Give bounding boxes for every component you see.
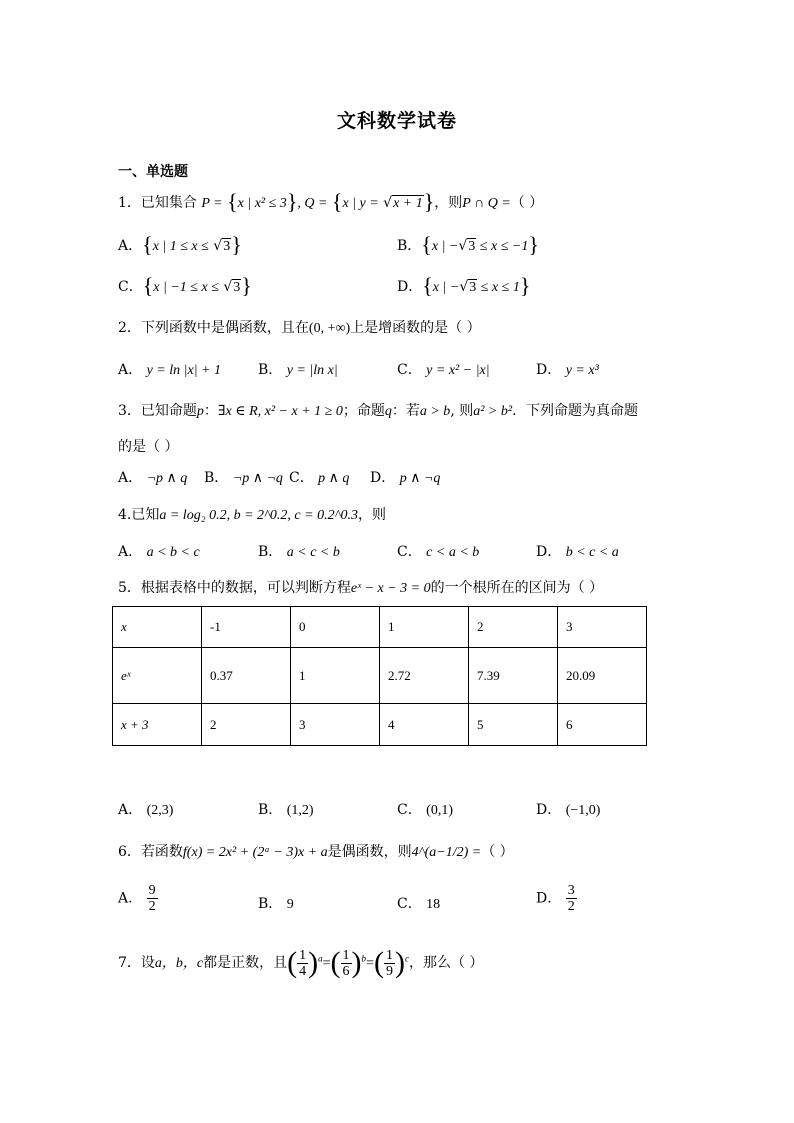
table-row-header: x + 3 bbox=[113, 704, 202, 746]
q2-b-expr: y = |ln x| bbox=[286, 363, 338, 378]
q6-d-fraction bbox=[566, 883, 577, 914]
q1-b-set-c: ≤ x ≤ −1 bbox=[476, 239, 529, 254]
question-3 bbox=[118, 400, 638, 420]
q2-option-b[interactable] bbox=[258, 359, 338, 379]
q1-d-brace-open: { bbox=[422, 273, 433, 298]
q1-brace-open: { bbox=[227, 189, 238, 214]
q6-option-b[interactable] bbox=[258, 893, 294, 913]
q5-option-c-label: C． bbox=[397, 802, 422, 818]
q4-option-c[interactable] bbox=[397, 541, 479, 561]
q1-brace-close: } bbox=[286, 189, 298, 214]
q1-brace-open-2: { bbox=[331, 189, 343, 214]
q3-option-b-label: B． bbox=[204, 470, 229, 486]
q5-option-a-label: A． bbox=[118, 802, 143, 818]
q7-text-b: 都是正数，且 bbox=[203, 955, 288, 971]
q6-text-b: 是偶函数，则 bbox=[327, 844, 412, 860]
q3-colon: ： bbox=[203, 403, 218, 419]
q1-blank: （ ） bbox=[510, 195, 544, 211]
table-cell: 2.72 bbox=[380, 648, 469, 704]
q1-p-label: P = bbox=[201, 196, 223, 211]
q2-text-a: 2．下列函数中是偶函数，且在 bbox=[118, 320, 309, 336]
table-cell: -1 bbox=[202, 607, 291, 648]
q6-option-c[interactable] bbox=[397, 893, 440, 913]
q7-fraction-2 bbox=[341, 948, 352, 979]
q1-c-brace-open: { bbox=[142, 273, 154, 298]
q5-option-d-label: D． bbox=[536, 802, 562, 818]
q3-p-expr: ∃x ∈ R, x² − x + 1 ≥ 0 bbox=[217, 404, 343, 419]
table-cell: 5 bbox=[469, 704, 558, 746]
q4-option-b[interactable] bbox=[258, 541, 340, 561]
q6-c-expr: 18 bbox=[426, 897, 441, 912]
q1-d-root: 3 bbox=[469, 280, 477, 295]
q4-text-a: 4.已知 bbox=[118, 507, 160, 523]
q6-option-d[interactable] bbox=[536, 883, 577, 914]
table-cell: 2 bbox=[202, 704, 291, 746]
q5-d-expr: (−1,0) bbox=[565, 803, 601, 818]
q1-b-brace-open: { bbox=[421, 232, 432, 257]
q3-text-d: ．下列命题为真命题 bbox=[512, 403, 639, 419]
q1-b-brace-close: } bbox=[528, 232, 539, 257]
q7-eq-2: = bbox=[366, 956, 374, 971]
q5-eq: eˣ − x − 3 = 0 bbox=[350, 581, 431, 596]
q2-option-a-label: A． bbox=[118, 362, 143, 378]
q6-a-fraction bbox=[147, 883, 158, 914]
q5-option-c[interactable] bbox=[397, 799, 453, 819]
table-cell: 3 bbox=[291, 704, 380, 746]
q1-d-set-c: ≤ x ≤ 1 bbox=[477, 280, 520, 295]
q3-text-c: ：若 bbox=[391, 403, 420, 419]
q4-option-c-label: C． bbox=[397, 544, 422, 560]
q3-text-a: 3．已知命题 bbox=[118, 403, 197, 419]
table-cell: 20.09 bbox=[558, 648, 647, 704]
q5-c-expr: (0,1) bbox=[426, 803, 453, 818]
q5-a-expr: (2,3) bbox=[146, 803, 174, 818]
table-cell: 3 bbox=[558, 607, 647, 648]
q3-option-a[interactable] bbox=[118, 467, 187, 487]
page-title: 文科数学试卷 bbox=[336, 110, 457, 132]
q1-c-set: x | −1 ≤ x ≤ bbox=[153, 280, 219, 295]
q3-concl: a² > b² bbox=[473, 404, 513, 419]
q1-a-brace-close: } bbox=[231, 232, 242, 257]
q1-a-root: 3 bbox=[223, 239, 231, 254]
question-7 bbox=[118, 946, 483, 980]
question-3-cont: 的是（ ） bbox=[118, 439, 179, 455]
q1-q-set-b: x + 1 bbox=[393, 196, 423, 211]
q1-option-a[interactable]: A．{x | 1 ≤ x ≤ √3} bbox=[118, 232, 242, 257]
q6-a-num: 9 bbox=[148, 883, 156, 898]
q7-exp-3: c bbox=[404, 953, 409, 964]
table-cell: 7.39 bbox=[469, 648, 558, 704]
q6-option-b-label: B． bbox=[258, 896, 283, 912]
q7-exp-2: b bbox=[361, 953, 367, 964]
q3-then: , 则 bbox=[450, 403, 474, 419]
q3-option-b[interactable] bbox=[204, 467, 283, 487]
q4-expr: a = log₂ 0.2, b = 2^0.2, c = 0.2^0.3 bbox=[159, 508, 358, 523]
q4-option-d[interactable] bbox=[536, 541, 619, 561]
q1-option-a-label: A． bbox=[118, 238, 143, 254]
q6-text-a: 6．若函数 bbox=[118, 844, 183, 860]
q4-text-b: ，则 bbox=[357, 507, 386, 523]
q4-b-expr: a < c < b bbox=[286, 545, 340, 560]
question-5 bbox=[118, 577, 603, 597]
q2-option-d[interactable] bbox=[536, 359, 599, 379]
question-1: 1．已知集合 P = {x | x² ≤ 3}, Q = {x | y = √x + 1}，则P ∩ Q =（ ） bbox=[118, 189, 544, 214]
q7-f1-den: 4 bbox=[299, 963, 307, 979]
q1-a-set: x | 1 ≤ x ≤ bbox=[152, 239, 209, 254]
table-cell: 1 bbox=[291, 648, 380, 704]
q1-option-b-label: B． bbox=[397, 238, 422, 254]
q3-c-expr: p ∧ q bbox=[318, 471, 350, 486]
q5-text-a: 5．根据表格中的数据，可以判断方程 bbox=[118, 580, 351, 596]
q1-option-c-label: C． bbox=[118, 279, 143, 295]
q6-option-a-label: A． bbox=[118, 890, 143, 907]
q4-option-a-label: A． bbox=[118, 544, 143, 560]
q1-option-b[interactable]: B．{x | −√3 ≤ x ≤ −1} bbox=[397, 232, 539, 257]
q4-option-d-label: D． bbox=[536, 544, 562, 560]
q1-option-c[interactable]: C．{x | −1 ≤ x ≤ √3} bbox=[118, 273, 252, 298]
q7-fraction-1 bbox=[297, 948, 308, 979]
q7-f2-den: 6 bbox=[342, 963, 350, 979]
table-cell: 6 bbox=[558, 704, 647, 746]
q5-option-d[interactable] bbox=[536, 799, 600, 819]
q2-a-expr: y = ln |x| + 1 bbox=[146, 363, 221, 378]
q1-d-brace-close: } bbox=[519, 273, 531, 298]
q1-prefix: 1．已知集合 bbox=[118, 195, 197, 211]
q7-f1-num: 1 bbox=[299, 947, 307, 963]
q3-q: q bbox=[384, 404, 392, 419]
q6-option-a[interactable] bbox=[118, 883, 158, 914]
q3-option-d-label: D． bbox=[370, 470, 396, 486]
table-row bbox=[113, 704, 647, 746]
q6-d-num: 3 bbox=[567, 883, 575, 898]
question-4 bbox=[118, 504, 386, 524]
q2-c-expr: y = x² − |x| bbox=[426, 363, 490, 378]
q2-text-b: 上是增函数的是（ ） bbox=[350, 320, 481, 336]
q1-a-brace-open: { bbox=[142, 232, 153, 257]
q5-option-b-label: B． bbox=[258, 802, 283, 818]
table-cell: 4 bbox=[380, 704, 469, 746]
q3-option-c[interactable] bbox=[289, 467, 349, 487]
q7-fraction-3 bbox=[384, 948, 395, 979]
q3-cond: a > b bbox=[419, 404, 451, 419]
q7-paren-1-close: ) bbox=[308, 946, 319, 979]
q1-b-root: 3 bbox=[468, 239, 476, 254]
q7-exp-1: a bbox=[318, 953, 323, 964]
q6-d-den: 2 bbox=[567, 899, 575, 914]
q1-c-brace-close: } bbox=[241, 273, 252, 298]
q5-table-body bbox=[113, 607, 647, 746]
q2-option-a[interactable] bbox=[118, 359, 221, 379]
table-cell: 0.37 bbox=[202, 648, 291, 704]
q6-expr2: 4^(a−1/2) = bbox=[411, 845, 482, 860]
q6-expr: f(x) = 2x² + (2ᵃ − 3)x + a bbox=[182, 845, 328, 860]
q7-f2-num: 1 bbox=[342, 947, 350, 963]
section-heading: 一、单选题 bbox=[118, 164, 188, 180]
q3-option-c-label: C． bbox=[289, 470, 314, 486]
q6-text-c: （ ） bbox=[481, 844, 514, 860]
q6-option-c-label: C． bbox=[397, 896, 422, 912]
table-cell: 0 bbox=[291, 607, 380, 648]
table-row-header: eˣ bbox=[113, 648, 202, 704]
q7-text-c: ，那么（ ） bbox=[408, 955, 484, 971]
q3-option-a-label: A． bbox=[118, 470, 143, 486]
q1-brace-close-2: } bbox=[423, 189, 435, 214]
question-6 bbox=[118, 841, 514, 861]
q1-c-root: 3 bbox=[233, 280, 241, 295]
q4-option-a[interactable] bbox=[118, 541, 200, 561]
q1-option-d[interactable]: D．{x | −√3 ≤ x ≤ 1} bbox=[397, 273, 531, 298]
q5-data-table bbox=[112, 606, 647, 746]
q7-f3-den: 9 bbox=[385, 963, 393, 979]
q2-option-c-label: C． bbox=[397, 362, 422, 378]
q7-paren-2-close: ) bbox=[351, 946, 362, 979]
q2-option-d-label: D． bbox=[536, 362, 562, 378]
q4-c-expr: c < a < b bbox=[426, 545, 480, 560]
q3-b-expr: ¬p ∧ ¬q bbox=[232, 471, 283, 486]
q3-a-expr: ¬p ∧ q bbox=[146, 471, 188, 486]
q2-option-c[interactable] bbox=[397, 359, 490, 379]
q5-option-b[interactable] bbox=[258, 799, 314, 819]
q4-option-b-label: B． bbox=[258, 544, 283, 560]
q5-text-b: 的一个根所在的区间为（ ） bbox=[430, 580, 604, 596]
q1-d-set-a: x | − bbox=[432, 280, 460, 295]
q7-eq-1: = bbox=[322, 956, 331, 971]
q1-expr: P ∩ Q = bbox=[462, 196, 511, 211]
q1-p-set: x | x² ≤ 3 bbox=[237, 196, 287, 211]
q1-option-d-label: D． bbox=[397, 279, 423, 295]
q6-option-d-label: D． bbox=[536, 890, 562, 907]
q1-q-set-a: x | y = bbox=[342, 196, 379, 211]
q2-interval: (0, +∞) bbox=[308, 321, 351, 336]
q1-b-set-a: x | − bbox=[431, 239, 459, 254]
q3-d-expr: p ∧ ¬q bbox=[399, 471, 441, 486]
q2-option-b-label: B． bbox=[258, 362, 283, 378]
q7-text-a: 7．设 bbox=[118, 955, 155, 971]
q7-paren-3-close: ) bbox=[394, 946, 405, 979]
q2-d-expr: y = x³ bbox=[565, 363, 599, 378]
q3-text-b: ；命题 bbox=[342, 403, 385, 419]
q7-paren-1-open: ( bbox=[287, 946, 298, 979]
q3-option-d[interactable] bbox=[370, 467, 440, 487]
q4-a-expr: a < b < c bbox=[146, 545, 200, 560]
q5-b-expr: (1,2) bbox=[286, 803, 314, 818]
table-cell: 2 bbox=[469, 607, 558, 648]
table-row bbox=[113, 648, 647, 704]
q4-d-expr: b < c < a bbox=[565, 545, 619, 560]
q7-f3-num: 1 bbox=[385, 947, 393, 963]
q5-option-a[interactable] bbox=[118, 799, 173, 819]
q3-p: p bbox=[196, 404, 204, 419]
question-2 bbox=[118, 317, 481, 337]
q7-vars: a，b，c bbox=[154, 956, 204, 971]
q1-then: ，则 bbox=[434, 195, 463, 211]
q1-q-label: , Q = bbox=[297, 196, 328, 211]
table-cell: 1 bbox=[380, 607, 469, 648]
q6-b-expr: 9 bbox=[286, 897, 294, 912]
q6-a-den: 2 bbox=[148, 899, 156, 914]
table-row bbox=[113, 607, 647, 648]
table-row-header: x bbox=[113, 607, 202, 648]
q7-paren-2-open: ( bbox=[330, 946, 341, 979]
q7-paren-3-open: ( bbox=[373, 946, 384, 979]
